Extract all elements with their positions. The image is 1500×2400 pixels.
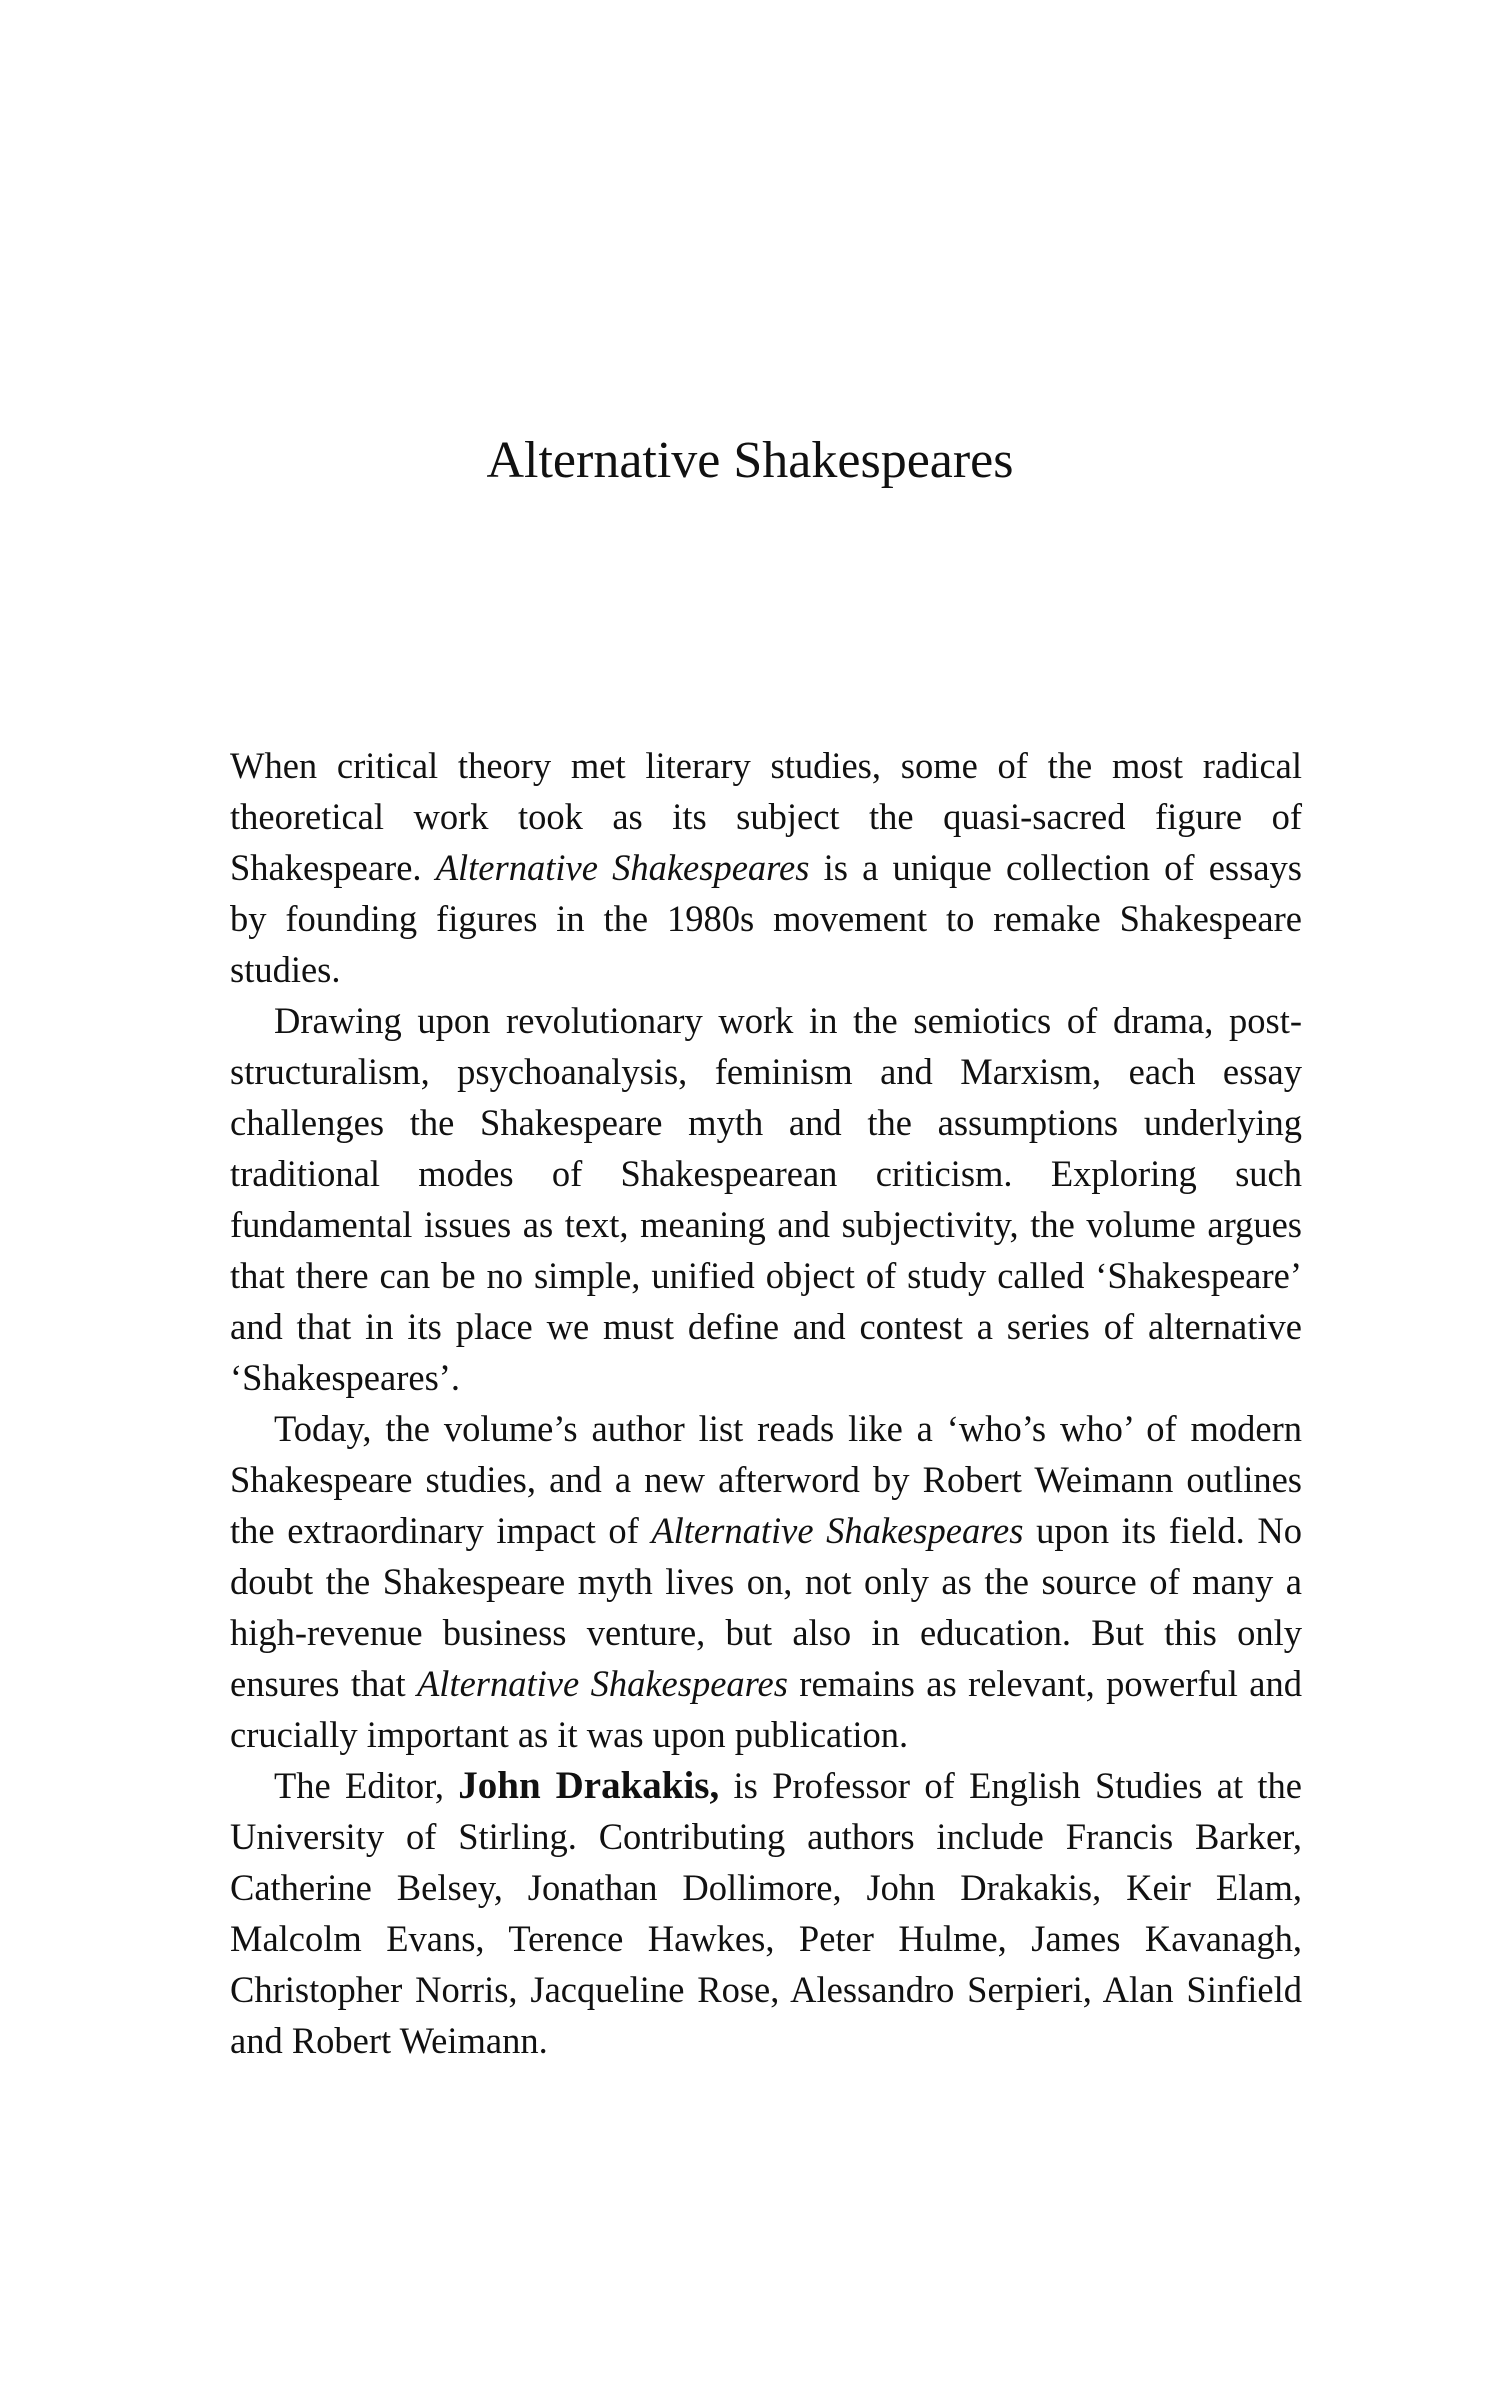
book-title-italic: Alternative Shakespeares [651,1510,1024,1551]
intro-text-start: When critical theory met literary studies, some of the most radical theoretical work took as its subject the quasi-sacred figure of Shakespeare. [230,745,1302,888]
editor-name: John Drakakis, [458,1764,720,1807]
today-text-middle: upon its field. No doubt the Shakespeare myth lives on, not only as the source of many a high-revenue business venture, but also in education. But this only ensures that [230,1510,1302,1704]
intro-text-end: is a unique collection of essays by founding figures in the 1980s movement to remake Shakespeare studies. [230,847,1302,990]
editor-text-end: is Professor of English Studies at the University of Stirling. Contributing authors include Francis Barker, Catherine Belsey, Jonathan Dollimore, John Drakakis, Keir Elam, Malcolm Evans, Terence Hawkes, Peter Hulme, James Kavanagh, Christopher Norris, Jacqueline Rose, Alessandro Serpieri, Alan Sinfield and Robert Weimann. [230,1765,1302,2061]
theory-text: Drawing upon revolutionary work in the semiotics of drama, post-structuralism, psychoanalysis, feminism and Marxism, each essay challenges the Shakespeare myth and the assumptions underlying traditional modes of Shakespearean criticism. Exploring such fundamental issues as text, meaning and subjectivity, the volume argues that there can be no simple, unified object of study called ‘Shakespeare’ and that in its place we must define and contest a series of alternative ‘Shakespeares’. [230,1000,1302,1398]
blurb-paragraph-today [230,1403,1302,1760]
blurb-paragraph-editor [230,1760,1302,2066]
editor-text-start: The Editor, [274,1765,459,1806]
today-text-start: Today, the volume’s author list reads like a ‘who’s who’ of modern Shakespeare studies, and a new afterword by Robert Weimann outlines the extraordinary impact of [230,1408,1302,1551]
blurb-text [230,740,1302,2066]
blurb-paragraph-theory [230,995,1302,1403]
book-title-italic: Alternative Shakespeares [435,847,810,888]
book-title: Alternative Shakespeares [486,432,1014,489]
book-title-italic: Alternative Shakespeares [417,1663,788,1704]
today-text-end: remains as relevant, powerful and crucially important as it was upon publication. [230,1663,1302,1755]
blurb-paragraph-intro [230,740,1302,995]
